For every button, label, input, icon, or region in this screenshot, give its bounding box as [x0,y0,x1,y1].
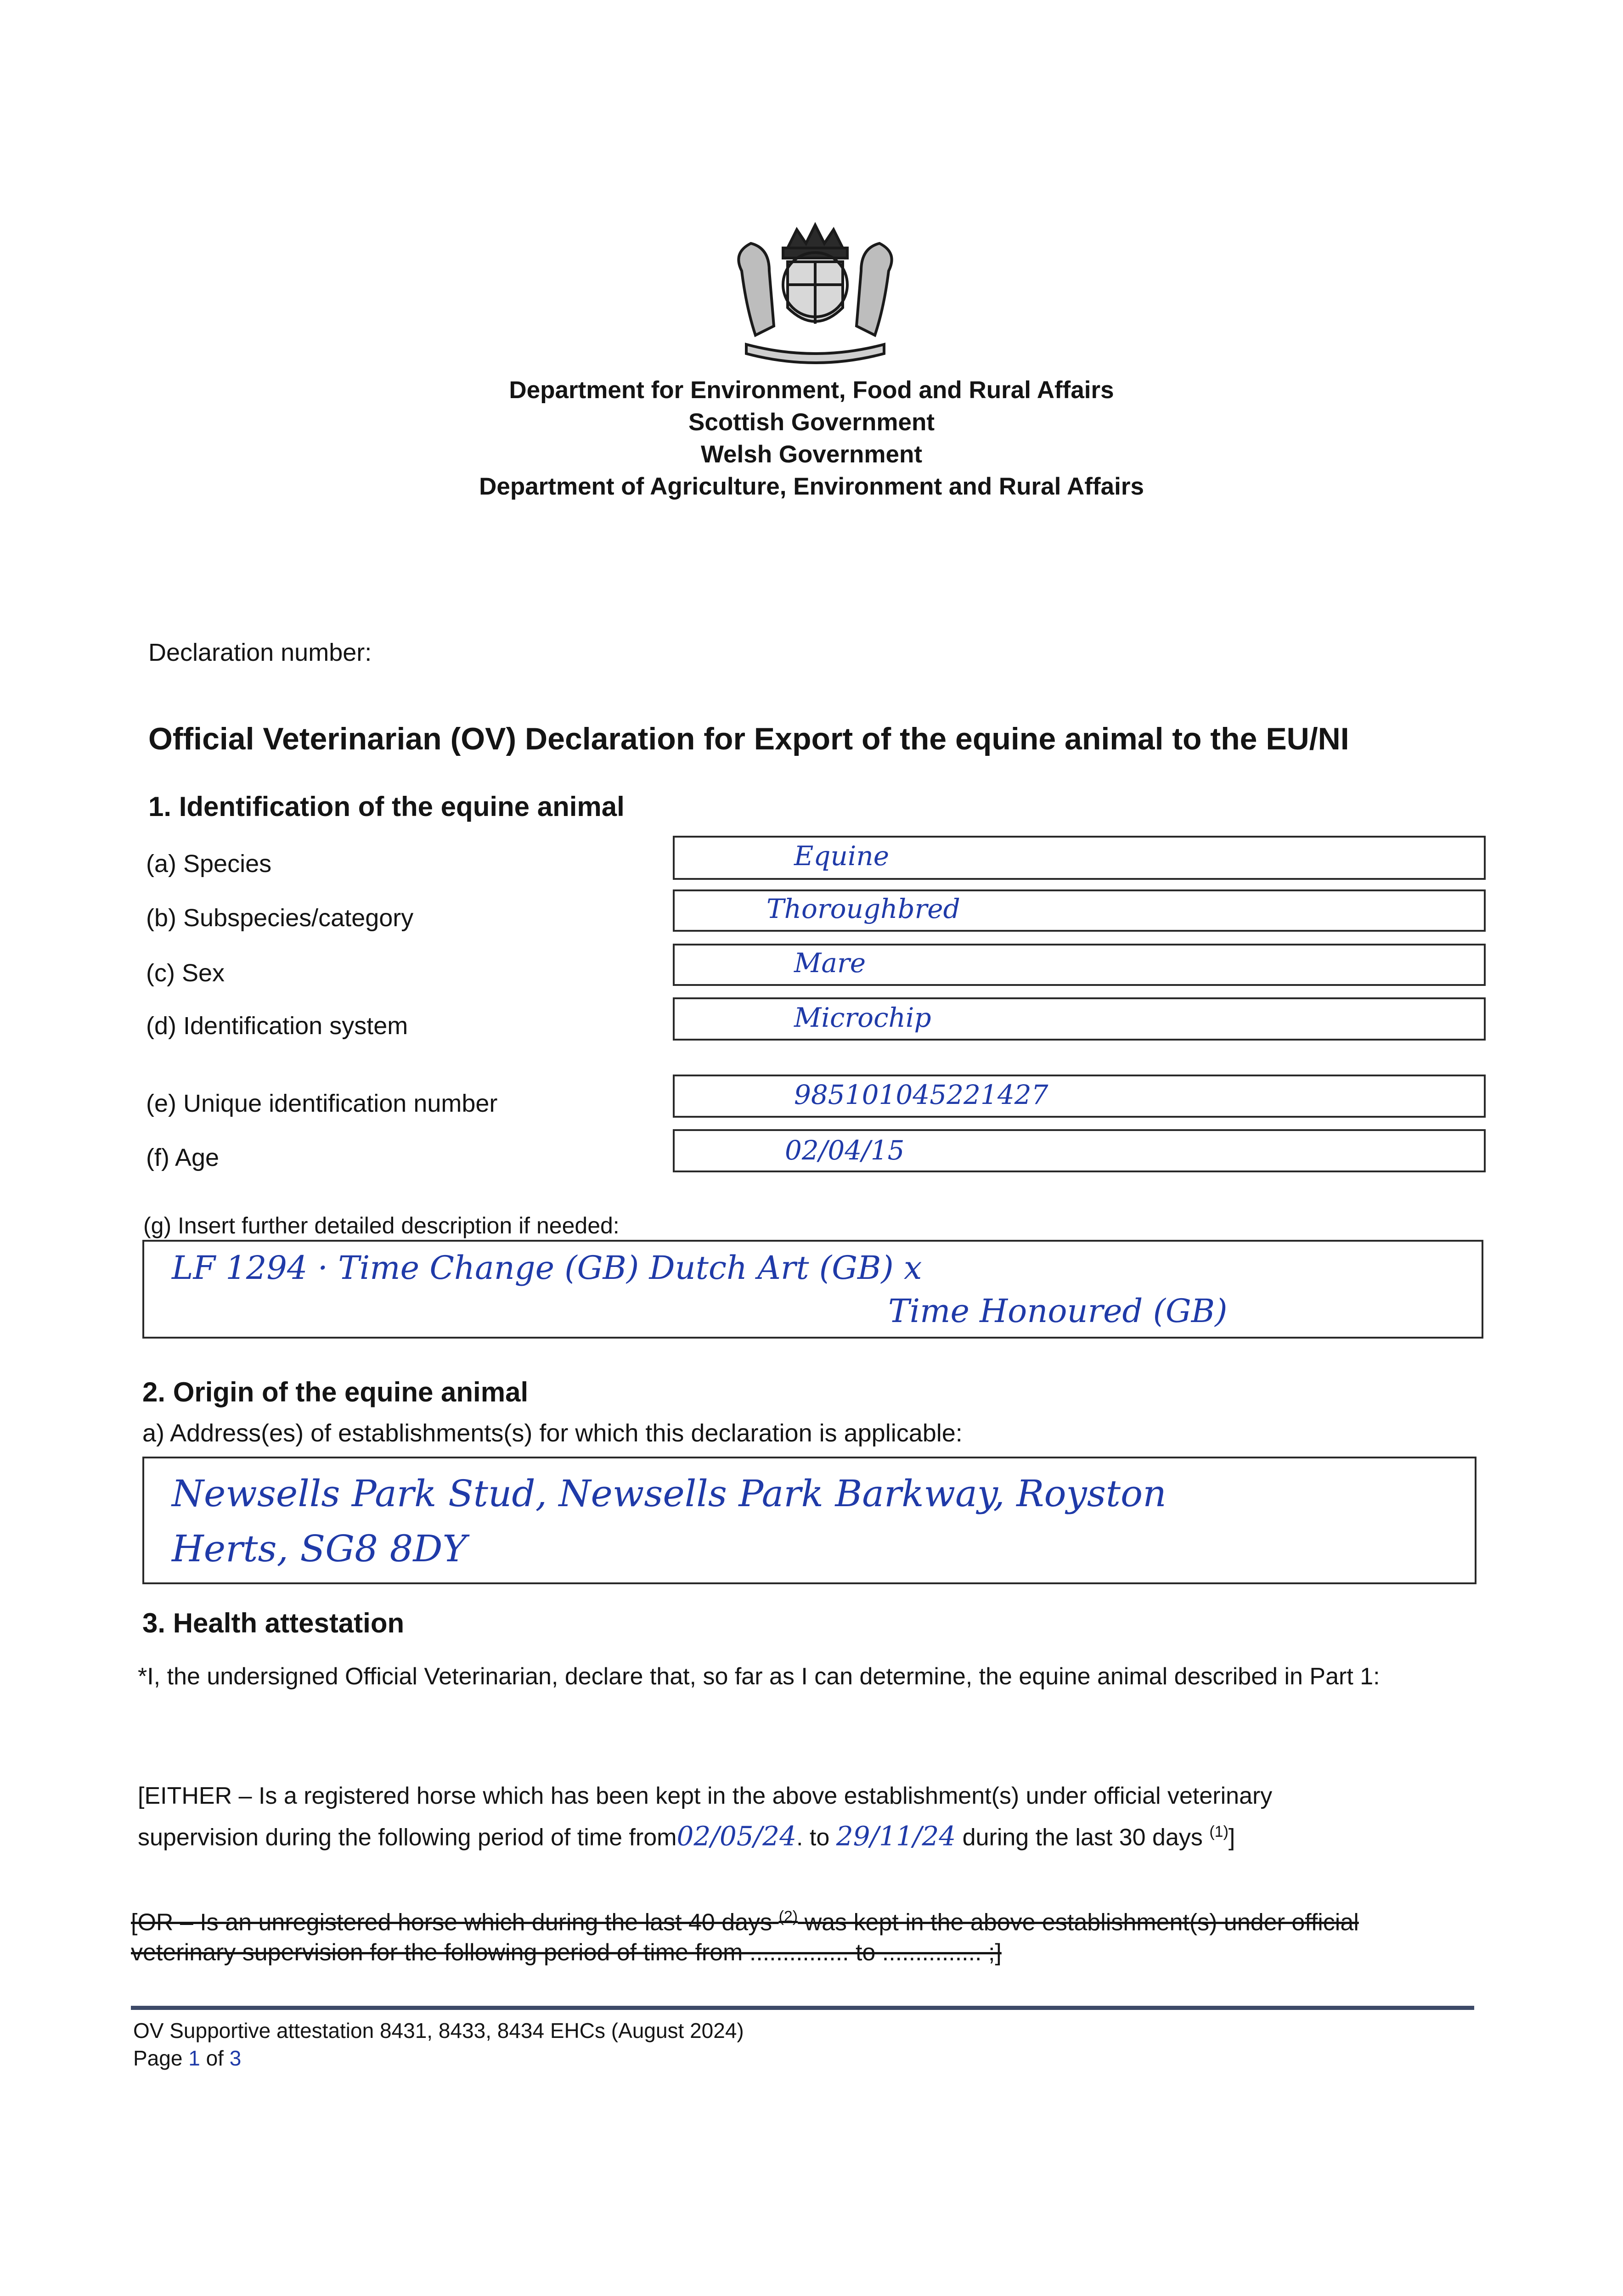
species-value: Equine [794,840,890,872]
health-attestation-intro: *I, the undersigned Official Veterinarian, declare that, so far as I can determine, the equine animal described in Part 1: [138,1663,1380,1690]
section-2-heading: 2. Origin of the equine animal [142,1377,529,1407]
species-field[interactable] [673,836,1486,880]
age-field[interactable] [673,1129,1486,1172]
footer-divider [131,2006,1474,2010]
unique-id-label: (e) Unique identification number [146,1090,498,1117]
sex-value: Mare [794,947,866,979]
or-line1 [131,1899,1481,1940]
page-of: of [206,2046,224,2070]
further-description-line1: LF 1294 · Time Change (GB) Dutch Art (GB) x [172,1249,922,1287]
further-description-label: (g) Insert further detailed description if needed: [143,1213,620,1238]
age-label: (f) Age [146,1144,220,1171]
or-line1-b: was kept in the above establishment(s) under official [804,1909,1359,1936]
either-end: ] [1228,1824,1235,1851]
department-welsh-government: Welsh Government [700,441,923,468]
either-line1: [EITHER – Is a registered horse which has been kept in the above establishment(s) under official veterinary [138,1783,1273,1809]
subspecies-field[interactable] [673,889,1486,932]
identification-system-field[interactable] [673,997,1486,1041]
document-title: Official Veterinarian (OV) Declaration for Export of the equine animal to the EU/NI [148,721,1349,756]
section-1-heading: 1. Identification of the equine animal [148,791,625,822]
either-footnote-ref: (1) [1209,1823,1229,1840]
page-number [133,2046,241,2071]
section-3-heading: 3. Health attestation [142,1608,405,1638]
or-line2: veterinary supervision for the following period of time from ............... to ............... ;] [131,1939,1002,1966]
unique-id-field[interactable] [673,1075,1486,1118]
or-footnote-ref: (2) [778,1908,798,1925]
identification-system-label: (d) Identification system [146,1012,408,1040]
royal-coat-of-arms-icon [719,216,912,374]
identification-system-value: Microchip [794,1002,931,1033]
subspecies-label: (b) Subspecies/category [146,904,414,932]
page-current: 1 [188,2046,200,2070]
department-scottish-government: Scottish Government [688,409,935,436]
further-description-line2: Time Honoured (GB) [888,1292,1228,1330]
either-line2-c: during the last 30 days [962,1824,1203,1851]
address-field[interactable] [142,1457,1476,1584]
either-line2 [138,1814,1483,1855]
sex-field[interactable] [673,944,1486,986]
department-defra: Department for Environment, Food and Rural Affairs [509,377,1114,404]
or-line1-a: [OR – Is an unregistered horse which during the last 40 days [131,1909,772,1936]
further-description-field[interactable] [142,1240,1483,1339]
either-date-from: 02/05/24 [676,1820,796,1852]
either-date-to: 29/11/24 [836,1820,956,1852]
sex-label: (c) Sex [146,959,225,987]
age-value: 02/04/15 [785,1135,905,1166]
species-label: (a) Species [146,850,272,878]
either-line2-a: supervision during the following period of time from [138,1824,677,1851]
unique-id-value: 985101045221427 [794,1079,1048,1110]
subspecies-value: Thoroughbred [766,893,960,924]
declaration-number-label: Declaration number: [148,639,372,666]
department-daera: Department of Agriculture, Environment and Rural Affairs [479,473,1144,500]
address-line1: Newsells Park Stud, Newsells Park Barkway, Royston [172,1472,1167,1515]
page-total: 3 [229,2046,242,2070]
address-label: a) Address(es) of establishments(s) for which this declaration is applicable: [142,1419,963,1447]
footer-attestation: OV Supportive attestation 8431, 8433, 8434 EHCs (August 2024) [133,2019,744,2043]
page-prefix: Page [133,2046,183,2070]
either-line2-b: . to [796,1824,830,1851]
address-line2: Herts, SG8 8DY [172,1527,467,1570]
